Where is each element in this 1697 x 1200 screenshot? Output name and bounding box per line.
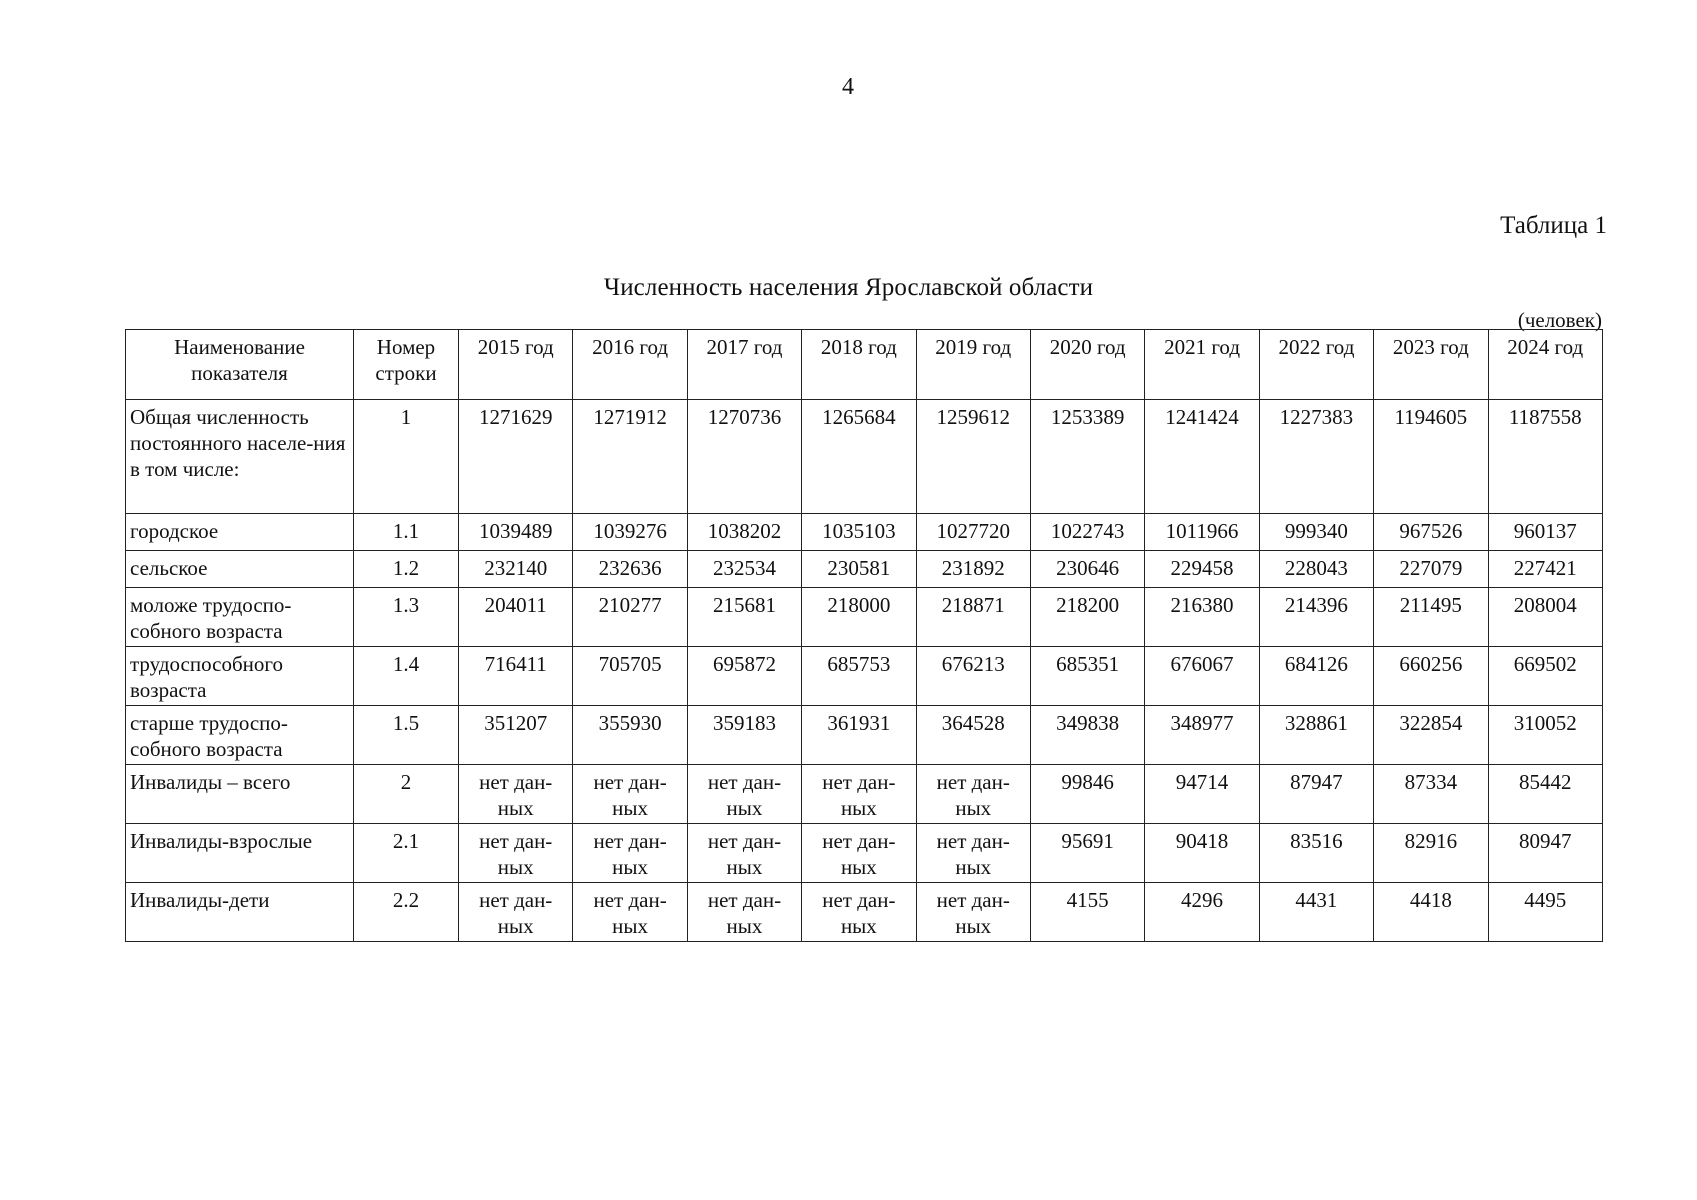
table-row	[126, 514, 1603, 551]
value-cell: 87334	[1374, 765, 1488, 824]
value-cell: 684126	[1259, 647, 1373, 706]
row-number-cell: 2	[354, 765, 459, 824]
value-cell: 210277	[573, 588, 687, 647]
value-cell: нет дан-ных	[687, 883, 801, 942]
value-cell: нет дан-ных	[802, 765, 916, 824]
value-cell: 4155	[1030, 883, 1144, 942]
value-cell: 960137	[1488, 514, 1602, 551]
value-cell: 4431	[1259, 883, 1373, 942]
units-label: (человек)	[1517, 308, 1602, 332]
value-cell: 361931	[802, 706, 916, 765]
value-cell: 1027720	[916, 514, 1030, 551]
table-row	[126, 706, 1603, 765]
table-title: Численность населения Ярославской области	[603, 274, 1094, 301]
indicator-name-cell: моложе трудоспо-собного возраста	[126, 588, 354, 647]
value-cell: 348977	[1145, 706, 1259, 765]
column-header: 2019 год	[916, 330, 1030, 400]
column-header: 2015 год	[459, 330, 573, 400]
value-cell: 230581	[802, 551, 916, 588]
value-cell: нет дан-ных	[573, 824, 687, 883]
value-cell: 1259612	[916, 400, 1030, 514]
value-cell: 231892	[916, 551, 1030, 588]
indicator-name-cell: старше трудоспо-собного возраста	[126, 706, 354, 765]
value-cell: 328861	[1259, 706, 1373, 765]
indicator-name-cell: Инвалиды-взрослые	[126, 824, 354, 883]
value-cell: нет дан-ных	[459, 824, 573, 883]
table-header-row	[126, 330, 1603, 400]
value-cell: 85442	[1488, 765, 1602, 824]
indicator-name-cell: городское	[126, 514, 354, 551]
value-cell: 82916	[1374, 824, 1488, 883]
table-label: Таблица 1	[1500, 212, 1607, 239]
indicator-name-cell: трудоспособного возраста	[126, 647, 354, 706]
table-row	[126, 824, 1603, 883]
value-cell: 214396	[1259, 588, 1373, 647]
value-cell: нет дан-ных	[459, 765, 573, 824]
row-number-cell: 1.1	[354, 514, 459, 551]
row-number-cell: 1	[354, 400, 459, 514]
value-cell: 90418	[1145, 824, 1259, 883]
value-cell: 211495	[1374, 588, 1488, 647]
value-cell: 351207	[459, 706, 573, 765]
value-cell: 1265684	[802, 400, 916, 514]
value-cell: 232534	[687, 551, 801, 588]
column-header: 2020 год	[1030, 330, 1144, 400]
value-cell: 685351	[1030, 647, 1144, 706]
row-number-cell: 1.2	[354, 551, 459, 588]
value-cell: 1035103	[802, 514, 916, 551]
indicator-name-cell: Инвалиды – всего	[126, 765, 354, 824]
page-number: 4	[842, 74, 854, 100]
column-header: 2018 год	[802, 330, 916, 400]
value-cell: 999340	[1259, 514, 1373, 551]
table-row	[126, 400, 1603, 514]
value-cell: 1038202	[687, 514, 801, 551]
column-header: 2017 год	[687, 330, 801, 400]
row-number-cell: 2.2	[354, 883, 459, 942]
column-header: 2023 год	[1374, 330, 1488, 400]
value-cell: 685753	[802, 647, 916, 706]
value-cell: 676067	[1145, 647, 1259, 706]
value-cell: 695872	[687, 647, 801, 706]
value-cell: 1253389	[1030, 400, 1144, 514]
value-cell: 94714	[1145, 765, 1259, 824]
indicator-name-cell: сельское	[126, 551, 354, 588]
value-cell: нет дан-ных	[687, 824, 801, 883]
value-cell: 83516	[1259, 824, 1373, 883]
value-cell: 705705	[573, 647, 687, 706]
value-cell: 1039489	[459, 514, 573, 551]
value-cell: 1270736	[687, 400, 801, 514]
value-cell: 669502	[1488, 647, 1602, 706]
column-header: Номер строки	[354, 330, 459, 400]
column-header: 2022 год	[1259, 330, 1373, 400]
value-cell: 967526	[1374, 514, 1488, 551]
value-cell: 1271629	[459, 400, 573, 514]
value-cell: 95691	[1030, 824, 1144, 883]
value-cell: 349838	[1030, 706, 1144, 765]
value-cell: 1011966	[1145, 514, 1259, 551]
table-body	[126, 400, 1603, 942]
population-table	[125, 329, 1603, 942]
value-cell: 1194605	[1374, 400, 1488, 514]
value-cell: нет дан-ных	[459, 883, 573, 942]
value-cell: 4296	[1145, 883, 1259, 942]
indicator-name-cell: Инвалиды-дети	[126, 883, 354, 942]
value-cell: 232636	[573, 551, 687, 588]
value-cell: 660256	[1374, 647, 1488, 706]
value-cell: 1039276	[573, 514, 687, 551]
value-cell: 310052	[1488, 706, 1602, 765]
value-cell: 216380	[1145, 588, 1259, 647]
value-cell: 218200	[1030, 588, 1144, 647]
value-cell: нет дан-ных	[916, 824, 1030, 883]
value-cell: 227421	[1488, 551, 1602, 588]
value-cell: 364528	[916, 706, 1030, 765]
column-header: 2016 год	[573, 330, 687, 400]
row-number-cell: 2.1	[354, 824, 459, 883]
value-cell: 204011	[459, 588, 573, 647]
value-cell: 322854	[1374, 706, 1488, 765]
value-cell: 99846	[1030, 765, 1144, 824]
value-cell: 1187558	[1488, 400, 1602, 514]
value-cell: 1271912	[573, 400, 687, 514]
value-cell: нет дан-ных	[687, 765, 801, 824]
value-cell: 232140	[459, 551, 573, 588]
value-cell: 228043	[1259, 551, 1373, 588]
value-cell: 218000	[802, 588, 916, 647]
value-cell: 87947	[1259, 765, 1373, 824]
column-header: 2021 год	[1145, 330, 1259, 400]
value-cell: 229458	[1145, 551, 1259, 588]
value-cell: 716411	[459, 647, 573, 706]
table-row	[126, 883, 1603, 942]
value-cell: 1241424	[1145, 400, 1259, 514]
value-cell: 676213	[916, 647, 1030, 706]
value-cell: 80947	[1488, 824, 1602, 883]
value-cell: 230646	[1030, 551, 1144, 588]
column-header: 2024 год	[1488, 330, 1602, 400]
table-row	[126, 647, 1603, 706]
table-row	[126, 765, 1603, 824]
value-cell: 4418	[1374, 883, 1488, 942]
value-cell: нет дан-ных	[802, 824, 916, 883]
row-number-cell: 1.5	[354, 706, 459, 765]
column-header: Наименование показателя	[126, 330, 354, 400]
value-cell: нет дан-ных	[916, 765, 1030, 824]
value-cell: 359183	[687, 706, 801, 765]
value-cell: нет дан-ных	[802, 883, 916, 942]
value-cell: 4495	[1488, 883, 1602, 942]
row-number-cell: 1.3	[354, 588, 459, 647]
table-row	[126, 551, 1603, 588]
value-cell: 1227383	[1259, 400, 1373, 514]
indicator-name-cell: Общая численность постоянного населе-ния в том числе:	[126, 400, 354, 514]
value-cell: 215681	[687, 588, 801, 647]
value-cell: нет дан-ных	[573, 883, 687, 942]
value-cell: нет дан-ных	[916, 883, 1030, 942]
row-number-cell: 1.4	[354, 647, 459, 706]
table-row	[126, 588, 1603, 647]
value-cell: 227079	[1374, 551, 1488, 588]
value-cell: нет дан-ных	[573, 765, 687, 824]
value-cell: 218871	[916, 588, 1030, 647]
value-cell: 1022743	[1030, 514, 1144, 551]
value-cell: 208004	[1488, 588, 1602, 647]
value-cell: 355930	[573, 706, 687, 765]
